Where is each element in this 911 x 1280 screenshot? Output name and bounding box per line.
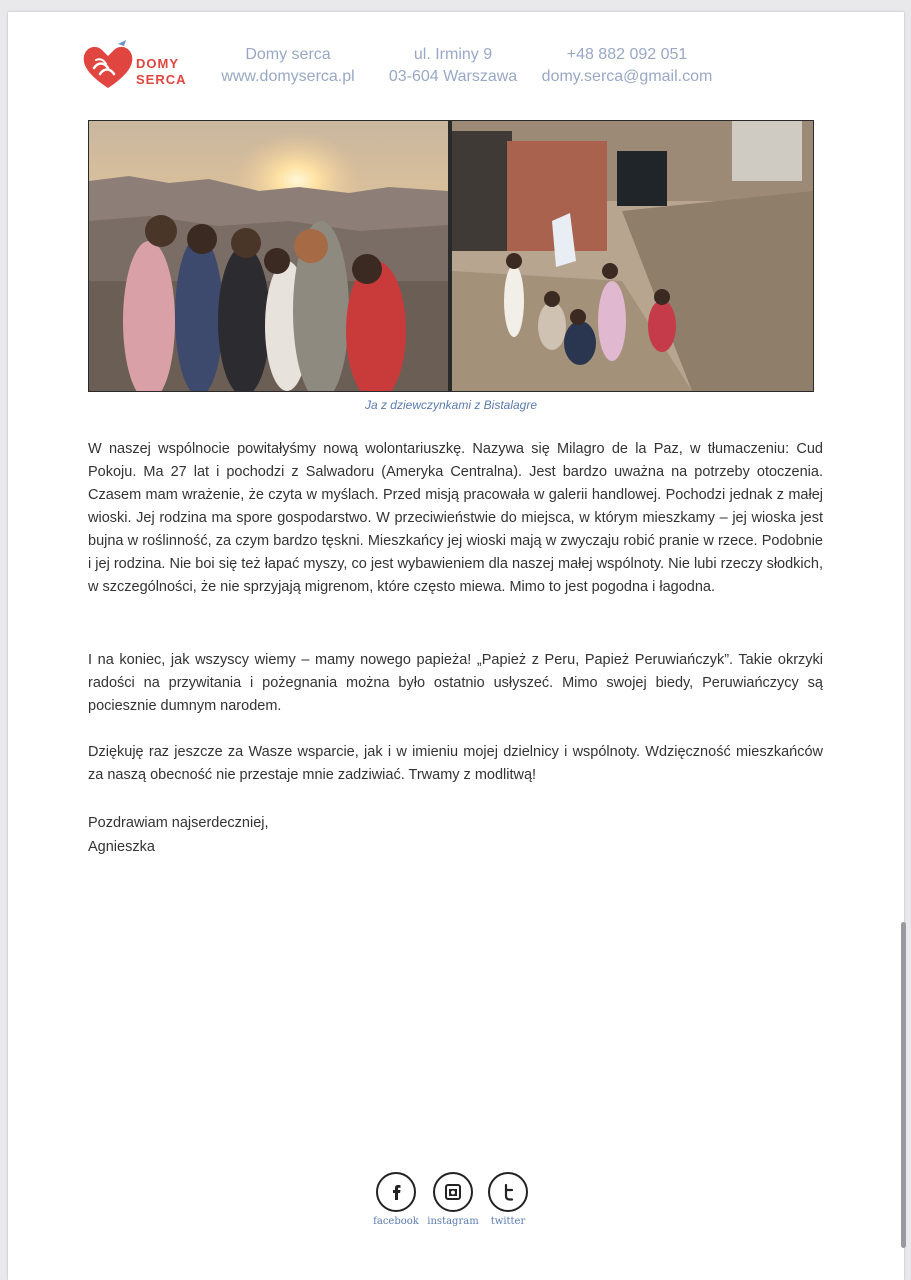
sunset-group-photo (89, 121, 448, 391)
closing (88, 811, 269, 859)
logo-wordmark (136, 56, 187, 88)
header-org-column (208, 44, 368, 88)
paragraph-thanks: Dziękuję raz jeszcze za Wasze wsparcie, jak i w imieniu mojej dzielnicy i wspólnoty. Wdzięczność mieszkańców za naszą obecność nie przestaje mnie zadziwiać. Trwamy z modlitwą! (88, 744, 823, 783)
phone-number[interactable]: +48 882 092 051 (566, 46, 688, 63)
heart-hands-icon (80, 38, 136, 94)
paragraph-pope: I na koniec, jak wszyscy wiemy – mamy nowego papieża! „Papież z Peru, Papież Peruwiańczyk”. Takie okrzyki radości na przywitania i pożegnania można było ostatnio usłyszeć. Mimo swojej biedy, Peruwiańczycy są pociesznie dumnym narodem. (88, 652, 823, 714)
facebook-icon[interactable] (376, 1172, 416, 1212)
instagram-label[interactable]: instagram (427, 1216, 479, 1227)
street-address: ul. Irminy 9 (413, 46, 493, 63)
header-address-column (378, 44, 528, 88)
website-link[interactable]: www.domyserca.pl (221, 68, 355, 85)
facebook-link[interactable] (366, 1172, 426, 1227)
greeting: Pozdrawiam najserdeczniej, (88, 815, 269, 831)
neighborhood-photo (452, 121, 813, 391)
org-name: Domy serca (245, 46, 331, 63)
instagram-icon[interactable] (433, 1172, 473, 1212)
twitter-link[interactable] (478, 1172, 538, 1227)
signature: Agnieszka (88, 839, 155, 855)
header-contact-column (532, 44, 722, 88)
facebook-label[interactable]: facebook (373, 1216, 419, 1227)
city-address: 03-604 Warszawa (388, 68, 518, 85)
photo-caption: Ja z dziewczynkami z Bistalagre (364, 398, 538, 412)
document-page (8, 12, 904, 1280)
domy-serca-logo (80, 38, 190, 94)
instagram-link[interactable] (423, 1172, 483, 1227)
scrollbar[interactable] (901, 922, 906, 1248)
twitter-label[interactable]: twitter (490, 1216, 526, 1227)
email-address[interactable]: domy.serca@gmail.com (541, 68, 713, 85)
logo-line1: DOMY (136, 56, 179, 71)
paragraph-volunteer: W naszej wspólnocie powitałyśmy nową wolontariuszkę. Nazywa się Milagro de la Paz, w tłumaczeniu: Cud Pokoju. Ma 27 lat i pochodzi z Salwadoru (Ameryka Centralna). Jest bardzo uważna na potrzeby otoczenia. Czasem mam wrażenie, że czyta w myślach. Przed misją pracowała w galerii handlowej. Pochodzi jednak z małej wioski. Jej rodzina ma spore gospodarstwo. W przeciwieństwie do miejsca, w którym mieszkamy – jej wioska jest bujna w roślinność, za czym bardzo tęskni. Mieszkańcy jej wioski mają w zwyczaju robić pranie w rzece. Podobnie i jej rodzina. Nie boi się też łapać myszy, co jest wybawieniem dla naszej małej wspólnoty. Nie lubi rzeczy słodkich, w szczególności, że nie sprzyjają migrenom, które często miewa. Mimo to jest pogodna i łagodna. (88, 441, 823, 595)
photo-strip (88, 120, 814, 392)
logo-line2: SERCA (136, 72, 187, 87)
twitter-icon[interactable] (488, 1172, 528, 1212)
